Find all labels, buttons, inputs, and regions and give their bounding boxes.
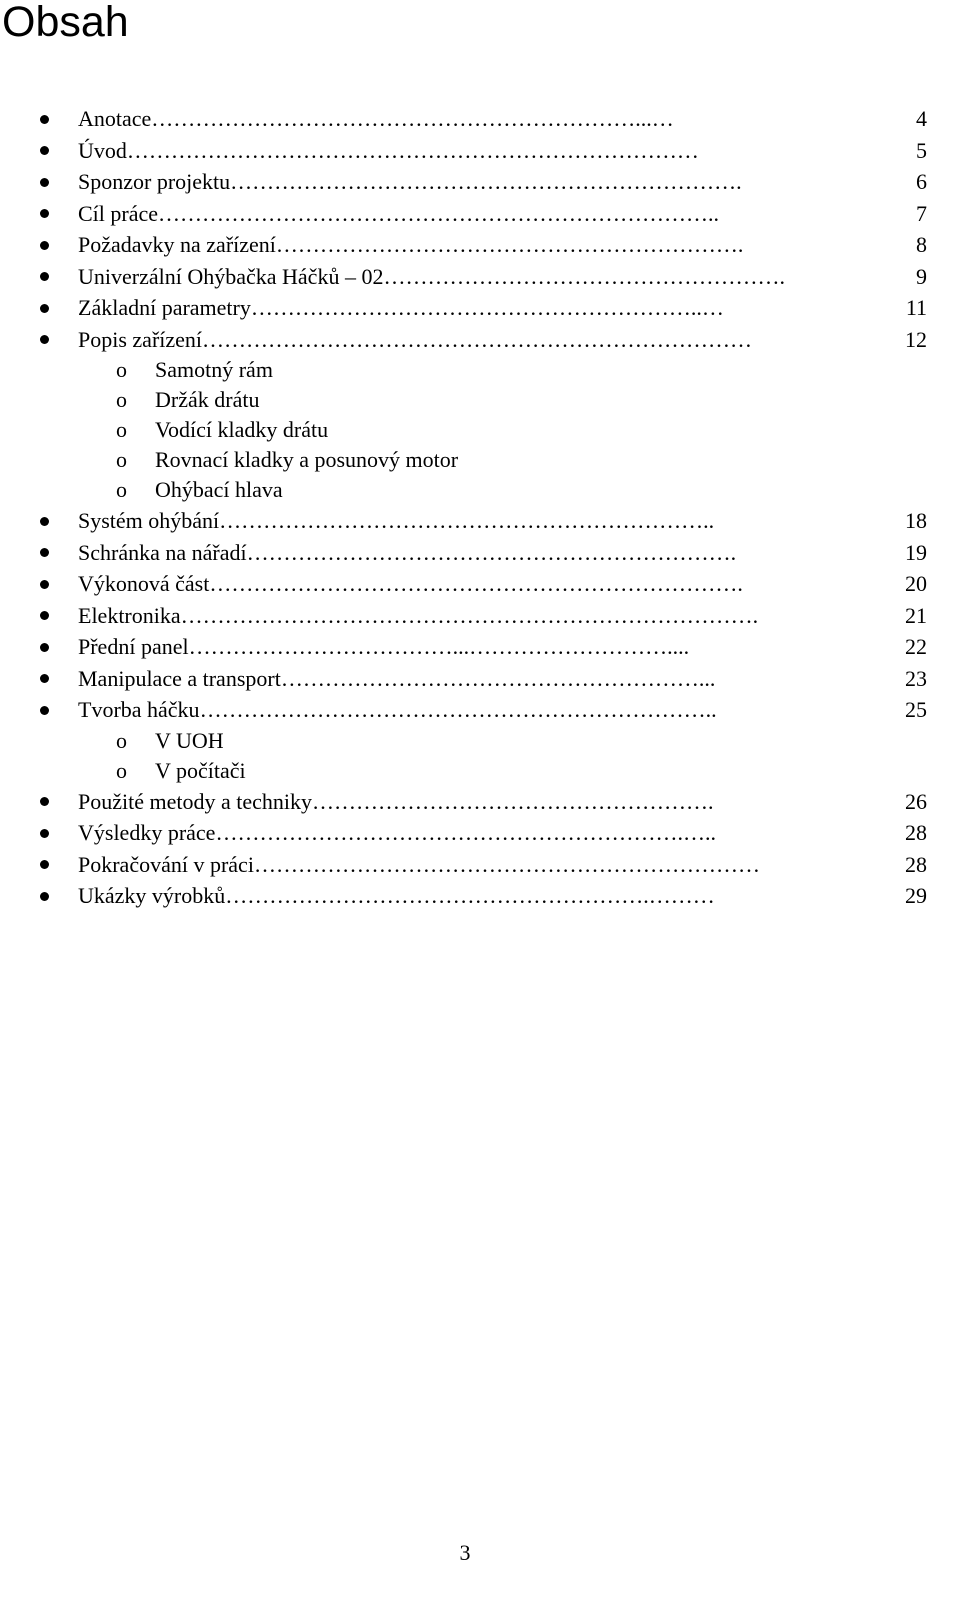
toc-entry-label: Pokračování v práci [78,851,254,877]
toc-subentry [0,726,960,756]
toc-entry-page: 25 [905,697,927,722]
circle-bullet-icon: o [116,447,127,472]
toc-entry-content [78,568,927,600]
toc-entry-content [155,475,927,505]
toc-entry [0,694,960,726]
toc-entry-leader: ………………………………………………. [312,788,714,814]
toc-entry-content [155,415,927,445]
toc-entry-label: Držák drátu [155,387,260,412]
bullet-icon [40,860,49,869]
toc-entry-content [155,756,927,786]
bullet-icon [40,146,49,155]
toc-entry-label: Použité metody a techniky [78,788,312,814]
bullet-icon [40,643,49,652]
bullet-icon [40,580,49,589]
toc-entry-page: 26 [905,788,927,814]
bullet-icon [40,335,49,344]
toc-entry-label: Anotace [78,106,152,131]
bullet-icon [40,892,49,901]
toc-entry-page: 23 [905,665,927,691]
toc-entry-leader: ………………………………………………. [383,263,785,289]
toc-entry-label: Elektronika [78,602,181,628]
toc-entry-leader: ………………………………………………………….. [219,508,715,533]
toc-entry [0,229,960,261]
toc-entry-leader: ………………………………………………………. [275,232,744,257]
toc-entry-page: 19 [905,539,927,565]
toc-entry [0,505,960,537]
toc-entry-page: 18 [905,508,927,533]
toc-entry [0,631,960,663]
toc-entry-content [78,694,927,726]
toc-entry-label: Ohýbací hlava [155,477,283,502]
toc-entry-label: Výkonová část [78,571,210,596]
toc-entry-page: 11 [905,295,927,320]
toc-entry-content [78,166,927,198]
toc-entry-leader: …………………………………………………... [280,665,716,691]
toc-entry [0,324,960,356]
bullet-icon [40,674,49,683]
toc-entry-leader: ………………………………………………………………….. [158,200,720,226]
toc-entry [0,786,960,818]
toc-entry-leader: ……………………………………………………………………. [180,602,759,628]
toc-entry [0,537,960,569]
page-number: 3 [459,1540,471,1565]
toc-entry-label: Cíl práce [78,200,159,226]
toc-entry-label: Ukázky výrobků [78,883,226,908]
toc-entry-leader: …………………………………………………………. [246,539,737,565]
bullet-icon [40,517,49,526]
toc-entry-label: Vodící kladky drátu [155,417,329,442]
toc-entry-content [78,292,927,324]
toc-entry-label: Tvorba háčku [78,697,200,722]
toc-entry-leader: ………………………………………………….……… [225,883,715,908]
toc-entry [0,568,960,600]
toc-entry-leader: ………………………………………………………………. [209,571,743,596]
toc-entry-label: V počítači [155,757,246,783]
toc-entry [0,198,960,230]
bullet-icon [40,548,49,557]
toc-entry-page: 28 [905,820,927,845]
toc-entry [0,880,960,912]
toc-entry-leader: ………………………………………………………………… [202,326,753,352]
toc-entry-content [78,663,927,695]
toc-subentry [0,756,960,786]
toc-entry-leader: ……………………………………………………….….. [215,820,716,845]
toc-entry-content [78,786,927,818]
bullet-icon [40,115,49,124]
toc-entry-label: Úvod [78,137,127,163]
page-title: Obsah [2,0,129,46]
toc-entry-label: V UOH [155,727,224,753]
toc-entry-content [78,631,927,663]
toc-entry-label: Přední panel [78,634,189,659]
toc-entry-content [78,817,927,849]
toc-subentry [0,385,960,415]
bullet-icon [40,272,49,281]
toc-entry [0,600,960,632]
toc-entry-content [78,600,927,632]
toc-entry-content [78,103,927,135]
toc-entry [0,849,960,881]
toc-entry-page: 28 [905,851,927,877]
circle-bullet-icon: o [116,387,127,412]
toc-entry-page: 4 [916,106,927,131]
toc-entry-page: 6 [916,169,927,194]
table-of-contents [0,103,960,912]
toc-entry-page: 8 [916,232,927,257]
toc-entry-label: Manipulace a transport [78,665,281,691]
toc-entry [0,292,960,324]
circle-bullet-icon: o [116,757,127,783]
toc-entry-leader: ……………………………………………………..… [250,295,724,320]
toc-entry-leader: ………………………………...……………………….... [188,634,690,659]
toc-entry-content [78,849,927,881]
toc-subentry [0,475,960,505]
toc-entry-content [155,385,927,415]
circle-bullet-icon: o [116,477,127,502]
toc-entry-content [78,537,927,569]
toc-entry [0,663,960,695]
toc-subentry [0,415,960,445]
toc-entry-label: Požadavky na zařízení [78,232,276,257]
toc-entry-label: Rovnací kladky a posunový motor [155,447,459,472]
toc-entry [0,103,960,135]
bullet-icon [40,797,49,806]
toc-entry-label: Univerzální Ohýbačka Háčků – 02 [78,263,384,289]
toc-entry [0,817,960,849]
toc-entry-page: 5 [916,137,927,163]
toc-entry-page: 7 [916,200,927,226]
toc-entry-page: 9 [916,263,927,289]
toc-entry-content [78,505,927,537]
toc-entry [0,261,960,293]
toc-entry-content [78,324,927,356]
toc-entry-content [78,198,927,230]
toc-entry-leader: …………………………………………………………… [253,851,760,877]
circle-bullet-icon: o [116,417,127,442]
toc-entry-label: Samotný rám [155,357,273,382]
toc-entry-content [78,880,927,912]
toc-entry-leader: …………………………………………………………...… [151,106,674,131]
bullet-icon [40,829,49,838]
toc-entry-label: Sponzor projektu [78,169,231,194]
toc-entry-content [155,726,927,756]
toc-subentry [0,445,960,475]
circle-bullet-icon: o [116,727,127,753]
bullet-icon [40,241,49,250]
toc-entry-label: Výsledky práce [78,820,216,845]
toc-entry-label: Schránka na nářadí [78,539,247,565]
toc-entry-leader: ……………………………………………………………. [230,169,742,194]
toc-entry-content [78,261,927,293]
toc-entry-leader: …………………………………………………………….. [199,697,717,722]
toc-entry-label: Popis zařízení [78,326,203,352]
toc-entry-content [78,229,927,261]
toc-entry-label: Základní parametry [78,295,251,320]
toc-entry-content [155,445,927,475]
bullet-icon [40,178,49,187]
toc-entry-label: Systém ohýbání [78,508,220,533]
toc-entry-leader: …………………………………………………………………… [126,137,699,163]
toc-subentry [0,355,960,385]
toc-entry-content [155,355,927,385]
toc-entry-page: 29 [905,883,927,908]
toc-entry [0,166,960,198]
toc-entry-page: 21 [905,602,927,628]
bullet-icon [40,209,49,218]
toc-entry-page: 22 [905,634,927,659]
circle-bullet-icon: o [116,357,127,382]
toc-entry-page: 20 [905,571,927,596]
toc-entry [0,135,960,167]
bullet-icon [40,304,49,313]
toc-entry-content [78,135,927,167]
bullet-icon [40,706,49,715]
toc-entry-page: 12 [905,326,927,352]
bullet-icon [40,611,49,620]
